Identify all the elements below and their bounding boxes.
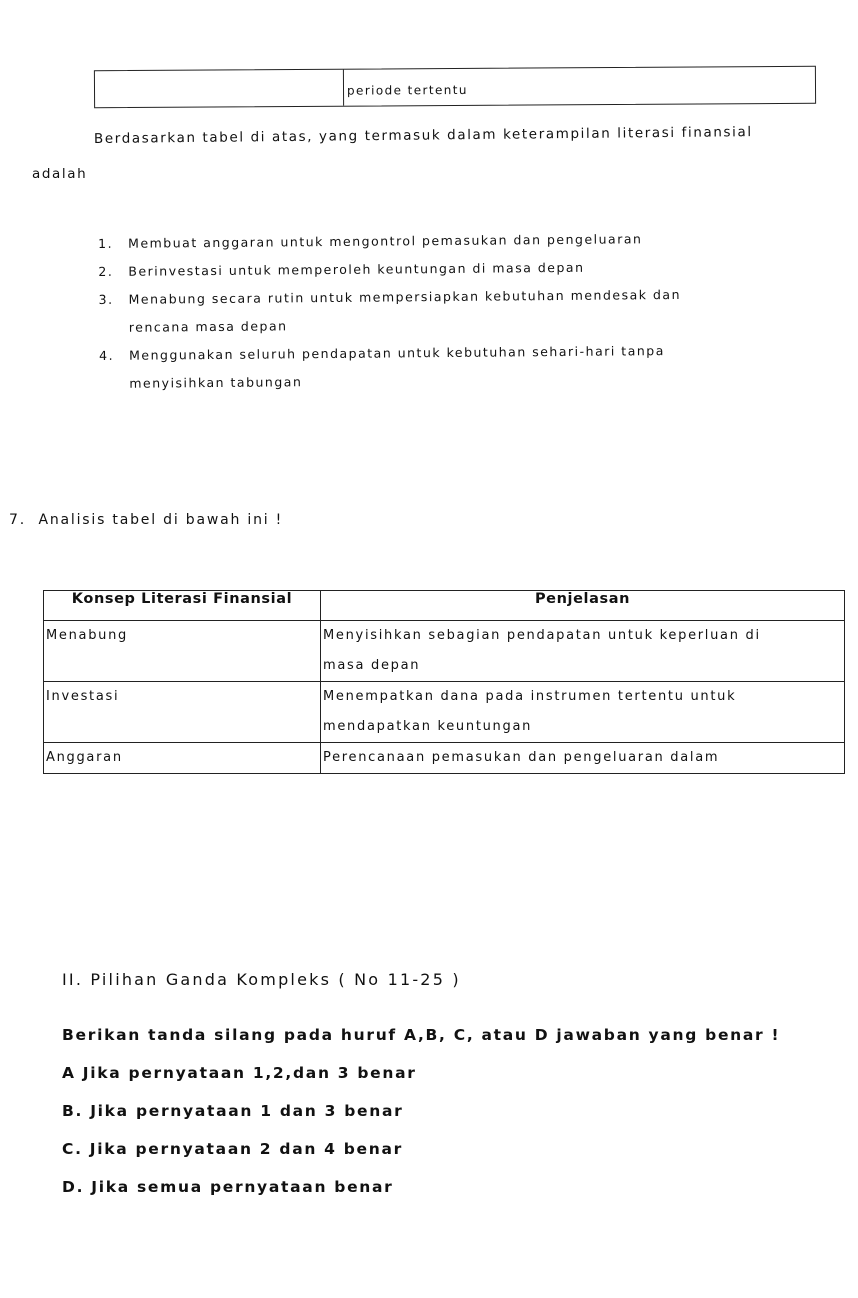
question-7 xyxy=(9,512,283,528)
option-b: B. Jika pernyataan 1 dan 3 benar xyxy=(62,1102,404,1120)
table-cell-text: periode tertentu xyxy=(346,82,468,98)
question-number: 7. xyxy=(9,512,26,528)
table-row xyxy=(44,743,845,774)
list-item: 3. Menabung secara rutin untuk mempersiapkan kebutuhan mendesak dan rencana masa depan xyxy=(98,286,682,335)
top-table-fragment xyxy=(94,66,816,108)
option-d: D. Jika semua pernyataan benar xyxy=(62,1178,394,1196)
section-2-title: II. Pilihan Ganda Kompleks ( No 11-25 ) xyxy=(62,970,461,989)
explanation-cell: Perencanaan pemasukan dan pengeluaran dalam xyxy=(321,743,845,774)
list-item: 1. Membuat anggaran untuk mengontrol pemasukan dan pengeluaran xyxy=(98,231,643,251)
table-column-divider xyxy=(343,70,344,106)
intro-paragraph-line-1: Berdasarkan tabel di atas, yang termasuk dalam keterampilan literasi finansial xyxy=(93,124,753,147)
table-row xyxy=(44,682,845,743)
table-row xyxy=(44,621,845,682)
list-item: 4. Menggunakan seluruh pendapatan untuk kebutuhan sehari-hari tanpa menyisihkan tabungan xyxy=(99,343,665,391)
option-a: A Jika pernyataan 1,2,dan 3 benar xyxy=(62,1064,417,1082)
section-2-instruction: Berikan tanda silang pada huruf A,B, C, atau D jawaban yang benar ! xyxy=(62,1026,781,1044)
list-item: 2. Berinvestasi untuk memperoleh keuntungan di masa depan xyxy=(98,259,585,279)
explanation-cell: Menyisihkan sebagian pendapatan untuk keperluan di masa depan xyxy=(321,621,845,682)
header-concept: Konsep Literasi Finansial xyxy=(44,591,321,621)
question-text: Analisis tabel di bawah ini ! xyxy=(38,512,284,528)
explanation-cell: Menempatkan dana pada instrumen tertentu untuk mendapatkan keuntungan xyxy=(321,682,845,743)
concept-cell: Menabung xyxy=(44,621,321,682)
option-c: C. Jika pernyataan 2 dan 4 benar xyxy=(62,1140,404,1158)
header-explanation: Penjelasan xyxy=(321,591,845,621)
table-header-row xyxy=(44,591,845,621)
intro-paragraph-line-2: adalah xyxy=(32,166,88,182)
statement-list xyxy=(98,225,682,398)
concept-cell: Anggaran xyxy=(44,743,321,774)
concept-cell: Investasi xyxy=(44,682,321,743)
concept-table xyxy=(43,590,845,774)
